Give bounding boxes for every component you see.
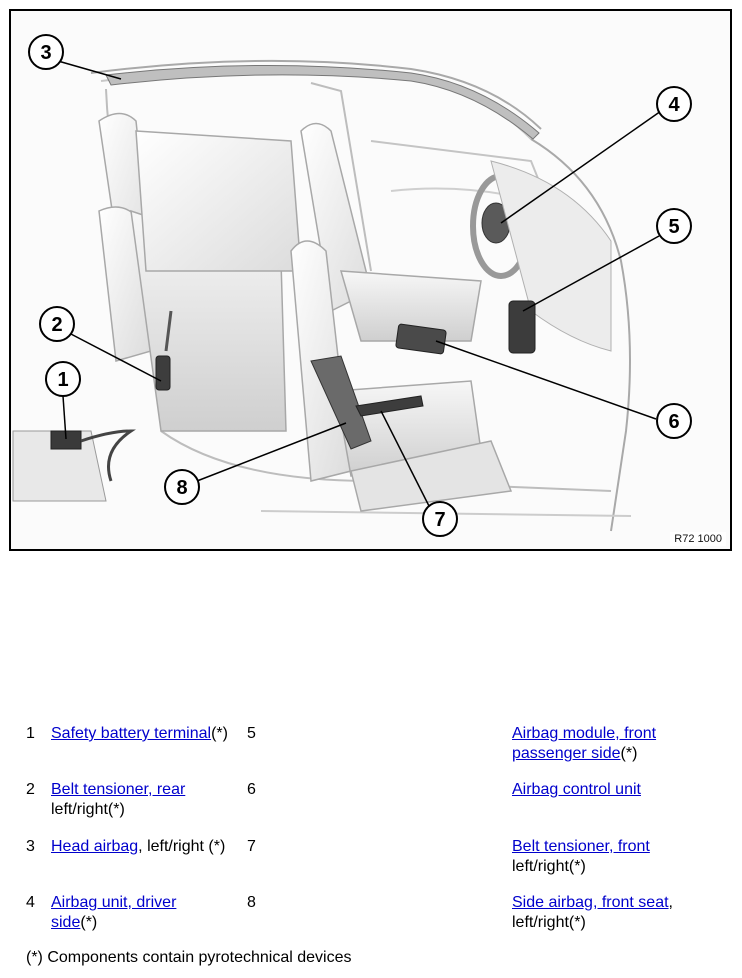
callout-4-label: 4 xyxy=(668,94,680,116)
callout-7 xyxy=(423,502,457,536)
legend-entry-5 xyxy=(512,724,712,764)
rear-seats xyxy=(99,114,301,432)
legend-entry-7 xyxy=(512,837,712,877)
legend-number-1: 1 xyxy=(26,725,35,742)
legend-link-airbag-unit-driver[interactable]: Airbag unit, driver side xyxy=(51,894,177,931)
battery xyxy=(13,431,131,501)
callout-2 xyxy=(40,307,74,341)
legend-number-4: 4 xyxy=(26,894,35,911)
legend-link-belt-tensioner-rear[interactable]: Belt tensioner, rear xyxy=(51,781,186,798)
passenger-airbag-module-shape xyxy=(509,301,535,353)
legend-suffix-4: (*) xyxy=(80,914,98,931)
callout-5 xyxy=(657,209,691,243)
legend-link-airbag-module-front-passenger[interactable]: Airbag module, front passenger side xyxy=(512,725,657,762)
vehicle-illustration xyxy=(11,11,730,549)
callout-1-label: 1 xyxy=(57,369,69,391)
legend-link-airbag-control-unit[interactable]: Airbag control unit xyxy=(512,781,641,798)
callout-8 xyxy=(165,470,199,504)
callout-1 xyxy=(46,362,80,396)
figure-reference-code: R72 1000 xyxy=(670,532,726,546)
legend-entry-8 xyxy=(512,893,712,933)
legend-entry-3 xyxy=(51,837,237,857)
legend-number-5: 5 xyxy=(247,725,256,742)
legend-suffix-7: left/right(*) xyxy=(512,858,586,875)
callout-7-label: 7 xyxy=(434,509,446,531)
rear-belt-tensioner-shape xyxy=(156,356,170,390)
legend-entry-1 xyxy=(51,724,231,744)
legend-suffix-1: (*) xyxy=(211,725,228,742)
footnote: (*) Components contain pyrotechnical devices xyxy=(26,949,352,966)
legend-number-7: 7 xyxy=(247,838,256,855)
legend-link-belt-tensioner-front[interactable]: Belt tensioner, front xyxy=(512,838,650,855)
legend-number-2: 2 xyxy=(26,781,35,798)
callout-6 xyxy=(657,404,691,438)
legend-entry-6 xyxy=(512,780,712,800)
callout-4 xyxy=(657,87,691,121)
vehicle-diagram xyxy=(9,9,732,551)
callout-2-label: 2 xyxy=(51,314,63,336)
callout-8-label: 8 xyxy=(176,477,188,499)
legend-number-6: 6 xyxy=(247,781,256,798)
legend-link-safety-battery-terminal[interactable]: Safety battery terminal xyxy=(51,725,212,742)
callout-6-label: 6 xyxy=(668,411,680,433)
legend-link-head-airbag[interactable]: Head airbag xyxy=(51,838,139,855)
legend-entry-2 xyxy=(51,780,231,820)
legend-entry-4 xyxy=(51,893,211,933)
legend-link-side-airbag-front-seat[interactable]: Side airbag, front seat xyxy=(512,894,669,911)
callout-3-label: 3 xyxy=(40,42,52,64)
legend-number-8: 8 xyxy=(247,894,256,911)
legend-suffix-5: (*) xyxy=(620,745,638,762)
legend-suffix-8: , left/right(*) xyxy=(512,894,673,931)
legend-suffix-3: , left/right (*) xyxy=(138,838,226,855)
callout-3 xyxy=(29,35,63,69)
legend-suffix-2: left/right(*) xyxy=(51,801,125,818)
legend-number-3: 3 xyxy=(26,838,35,855)
callout-5-label: 5 xyxy=(668,216,680,238)
